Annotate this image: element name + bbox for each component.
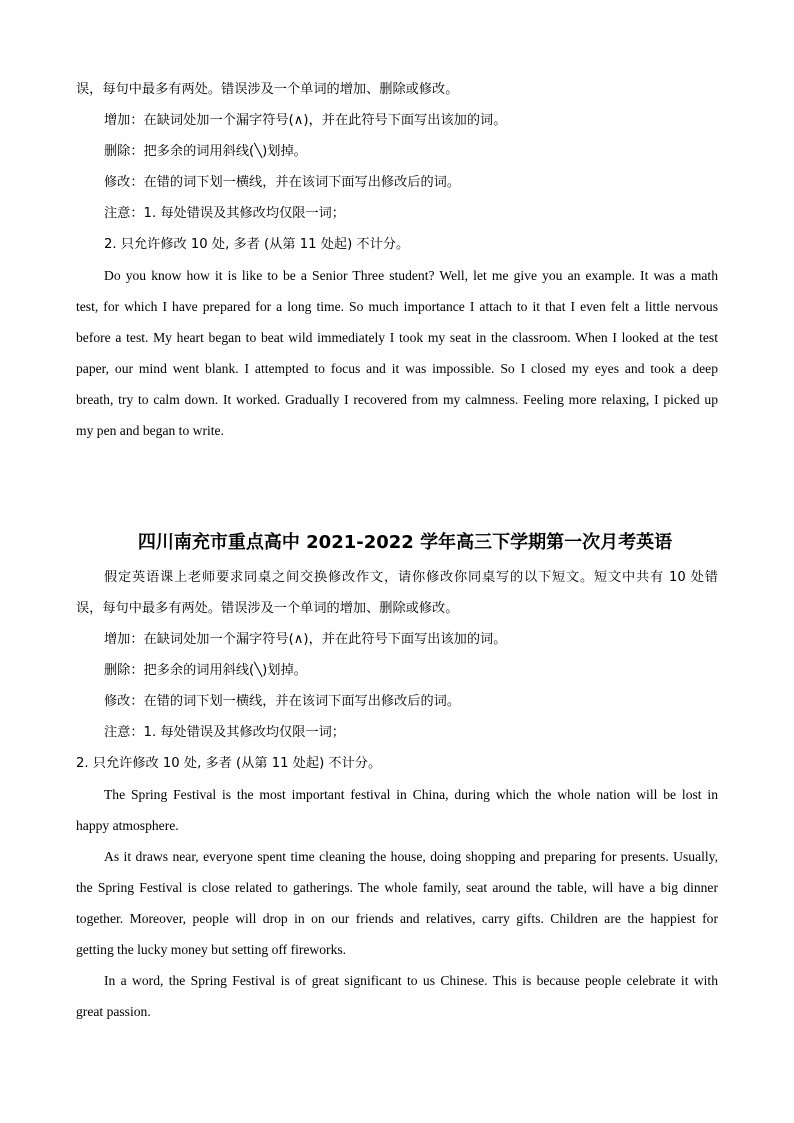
exercise-section-2: [76, 528, 718, 1027]
essay-paragraph-2-line: together. Moreover, people will drop in on our friends and relatives, carry gifts. Children are the happiest for: [76, 911, 718, 926]
exam-title: 四川南充市重点高中 2021-2022 学年高三下学期第一次月考英语: [137, 532, 673, 553]
passage-line: test, for which I have prepared for a long time. So much importance I attach to it that I even felt a little nervous: [76, 299, 718, 314]
passage-line: Do you know how it is like to be a Senior Three student? Well, let me give you an example. It was a math: [104, 268, 718, 283]
passage-line: before a test. My heart began to beat wild immediately I took my seat in the classroom. When I looked at the test: [76, 330, 718, 345]
essay-paragraph-2-line: As it draws near, everyone spent time cleaning the house, doing shopping and preparing for presents. Usually,: [104, 849, 718, 864]
essay-paragraph-2-line: getting the lucky money but setting off fireworks.: [76, 942, 347, 957]
passage-line: my pen and began to write.: [76, 423, 224, 438]
essay-paragraph-2-line: the Spring Festival is close related to gatherings. The whole family, seat around the table, will have a big dinner: [76, 880, 718, 895]
instruction-limit: 2. 只允许修改 10 处, 多者 (从第 11 处起) 不计分。: [76, 756, 382, 771]
essay-paragraph-1-line: happy atmosphere.: [76, 818, 179, 833]
instruction-add-rule: 增加：在缺词处加一个漏字符号(∧)，并在此符号下面写出该加的词。: [104, 632, 507, 647]
instruction-note: 注意：1. 每处错误及其修改均仅限一词；: [104, 725, 345, 740]
essay-paragraph-3-line: In a word, the Spring Festival is of great significant to us Chinese. This is because people celebrate it with: [104, 973, 718, 988]
instruction-delete-rule: 删除：把多余的词用斜线(╲)划掉。: [104, 144, 307, 159]
instruction-line: 假定英语课上老师要求同桌之间交换修改作文，请你修改你同桌写的以下短文。短文中共有 10 处错: [104, 570, 718, 585]
passage-line: paper, our mind went blank. I attempted to focus and it was impossible. So I closed my eyes and took a deep: [76, 361, 718, 376]
passage-line: breath, try to calm down. It worked. Gradually I recovered from my calmness. Feeling more relaxing, I picked up: [76, 392, 718, 407]
instruction-line: 误，每句中最多有两处。错误涉及一个单词的增加、删除或修改。: [76, 82, 459, 97]
instruction-delete-rule: 删除：把多余的词用斜线(╲)划掉。: [104, 663, 307, 678]
instruction-note: 注意：1. 每处错误及其修改均仅限一词；: [104, 206, 345, 221]
instruction-limit: 2. 只允许修改 10 处, 多者 (从第 11 处起) 不计分。: [104, 237, 410, 252]
essay-paragraph-1-line: The Spring Festival is the most important festival in China, during which the whole nation will be lost in: [104, 787, 718, 802]
instruction-modify-rule: 修改：在错的词下划一横线，并在该词下面写出修改后的词。: [104, 175, 461, 190]
exercise-section-1: [76, 74, 718, 446]
instruction-add-rule: 增加：在缺词处加一个漏字符号(∧)，并在此符号下面写出该加的词。: [104, 113, 507, 128]
instruction-modify-rule: 修改：在错的词下划一横线，并在该词下面写出修改后的词。: [104, 694, 461, 709]
instruction-line: 误，每句中最多有两处。错误涉及一个单词的增加、删除或修改。: [76, 601, 459, 616]
essay-paragraph-3-line: great passion.: [76, 1004, 151, 1019]
